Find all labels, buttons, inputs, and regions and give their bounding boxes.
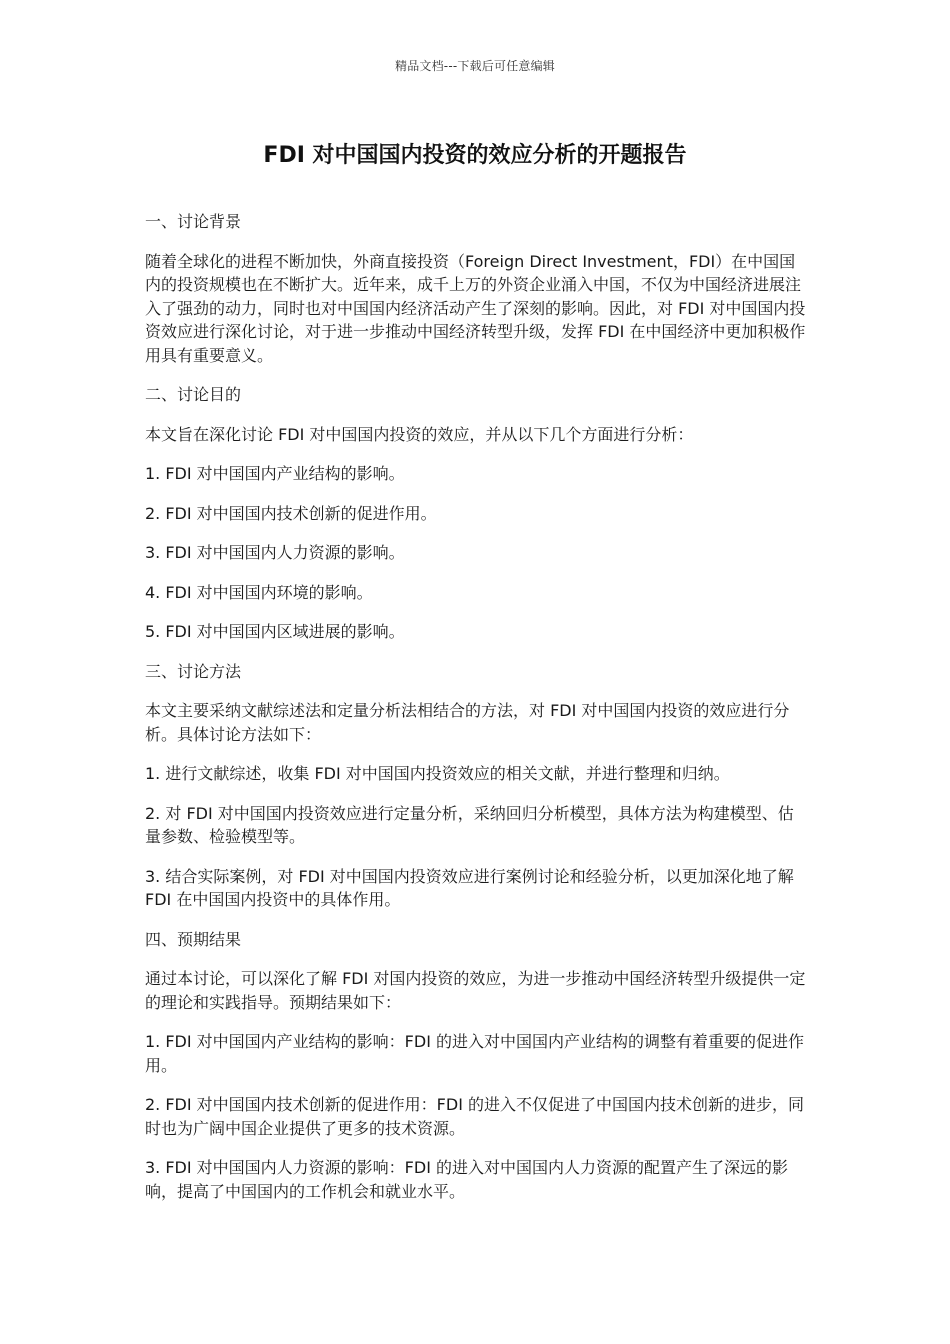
document-title: FDI 对中国国内投资的效应分析的开题报告 [263, 143, 687, 168]
document-body [145, 210, 809, 1219]
list-item: 5. FDI 对中国国内区域进展的影响。 [145, 622, 405, 641]
list-item: 3. FDI 对中国国内人力资源的影响：FDI 的进入对中国国内人力资源的配置产生了深远的影响，提高了中国国内的工作机会和就业水平。 [145, 1158, 789, 1201]
paragraph: 本文主要采纳文献综述法和定量分析法相结合的方法，对 FDI 对中国国内投资的效应进行分析。具体讨论方法如下： [145, 701, 790, 744]
section-heading: 一、讨论背景 [145, 212, 242, 231]
section-heading: 二、讨论目的 [145, 385, 242, 404]
page-header: 精品文档---下载后可任意编辑 [395, 59, 555, 73]
list-item: 2. FDI 对中国国内技术创新的促进作用。 [145, 503, 437, 523]
list-item: 2. 对 FDI 对中国国内投资效应进行定量分析，采纳回归分析模型，具体方法为构建模型、估量参数、检验模型等。 [145, 803, 794, 846]
list-item: 1. FDI 对中国国内产业结构的影响：FDI 的进入对中国国内产业结构的调整有着重要的促进作用。 [145, 1032, 805, 1075]
list-item: 3. 结合实际案例，对 FDI 对中国国内投资效应进行案例讨论和经验分析，以更加深化地了解 FDI 在中国国内投资中的具体作用。 [145, 866, 794, 909]
paragraph: 随着全球化的进程不断加快，外商直接投资（Foreign Direct Investment，FDI）在中国国内的投资规模也在不断扩大。近年来，成千上万的外资企业涌入中国，不仅为中国经济进展注入了强劲的动力，同时也对中国国内经济活动产生了深刻的影响。因此，对 FDI 对中国国内投资效应进行深化讨论，对于进一步推动中国经济转型升级，发挥 FDI 在中国经济中更加积极作用具有重要意义。 [145, 251, 806, 365]
list-item: 2. FDI 对中国国内技术创新的促进作用：FDI 的进入不仅促进了中国国内技术创新的进步，同时也为广阔中国企业提供了更多的技术资源。 [145, 1095, 805, 1138]
list-item: 4. FDI 对中国国内环境的影响。 [145, 582, 373, 602]
list-item: 1. 进行文献综述，收集 FDI 对中国国内投资效应的相关文献，并进行整理和归纳。 [145, 764, 730, 783]
list-item: 1. FDI 对中国国内产业结构的影响。 [145, 464, 405, 483]
paragraph: 通过本讨论，可以深化了解 FDI 对国内投资的效应，为进一步推动中国经济转型升级提供一定的理论和实践指导。预期结果如下： [145, 969, 806, 1012]
list-item: 3. FDI 对中国国内人力资源的影响。 [145, 543, 405, 562]
section-heading: 四、预期结果 [145, 929, 242, 949]
section-heading: 三、讨论方法 [145, 661, 242, 681]
paragraph: 本文旨在深化讨论 FDI 对中国国内投资的效应，并从以下几个方面进行分析： [145, 424, 694, 444]
